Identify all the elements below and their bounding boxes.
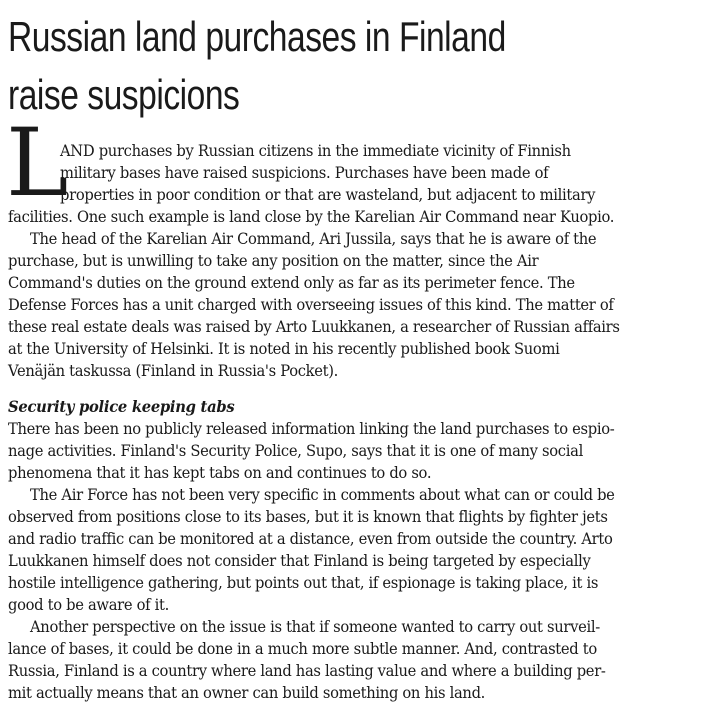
body-line: lance of bases, it could be done in a much more subtle manner. And, contrasted to [8, 639, 597, 658]
body-line: Venäjän taskussa (Finland in Russia's Pocket). [8, 361, 339, 380]
subheading: Security police keeping tabs [8, 397, 235, 416]
body-line: these real estate deals was raised by Arto Luukkanen, a researcher of Russian affairs [8, 317, 620, 336]
body-line: and radio traffic can be monitored at a distance, even from outside the country. Arto [8, 529, 613, 548]
headline-line-2: raise suspicions [8, 71, 240, 118]
body-line: hostile intelligence gathering, but points out that, if espionage is taking place, it is [8, 573, 599, 592]
body-line: military bases have raised suspicions. Purchases have been made of [60, 163, 549, 182]
body-line: The Air Force has not been very specific in comments about what can or could be [30, 485, 615, 504]
body-line: The head of the Karelian Air Command, Ari Jussila, says that he is aware of the [30, 229, 597, 248]
body-line: AND purchases by Russian citizens in the immediate vicinity of Finnish [60, 141, 571, 160]
body-line: Defense Forces has a unit charged with overseeing issues of this kind. The matter of [8, 295, 614, 314]
headline [8, 8, 506, 124]
body-line: facilities. One such example is land close by the Karelian Air Command near Kuopio. [8, 207, 615, 226]
body-line: properties in poor condition or that are wasteland, but adjacent to military [60, 185, 596, 204]
body-line: phenomena that it has kept tabs on and continues to do so. [8, 463, 432, 482]
body-line: observed from positions close to its bases, but it is known that flights by fighter jets [8, 507, 608, 526]
body-line: Command's duties on the ground extend only as far as its perimeter fence. The [8, 273, 575, 292]
body-line: good to be aware of it. [8, 595, 169, 614]
body-line: purchase, but is unwilling to take any position on the matter, since the Air [8, 251, 539, 270]
body-line: nage activities. Finland's Security Police, Supo, says that it is one of many social [8, 441, 583, 460]
body-line: at the University of Helsinki. It is noted in his recently published book Suomi [8, 339, 560, 358]
body-line: Another perspective on the issue is that if someone wanted to carry out surveil- [30, 617, 600, 636]
drop-cap: L [6, 109, 69, 218]
body-line: mit actually means that an owner can build something on his land. [8, 683, 486, 702]
body-line: Russia, Finland is a country where land has lasting value and where a building per- [8, 661, 606, 680]
body-line: There has been no publicly released information linking the land purchases to espio- [8, 419, 615, 438]
headline-line-1: Russian land purchases in Finland [8, 13, 506, 60]
body-line: Luukkanen himself does not consider that Finland is being targeted by especially [8, 551, 591, 570]
